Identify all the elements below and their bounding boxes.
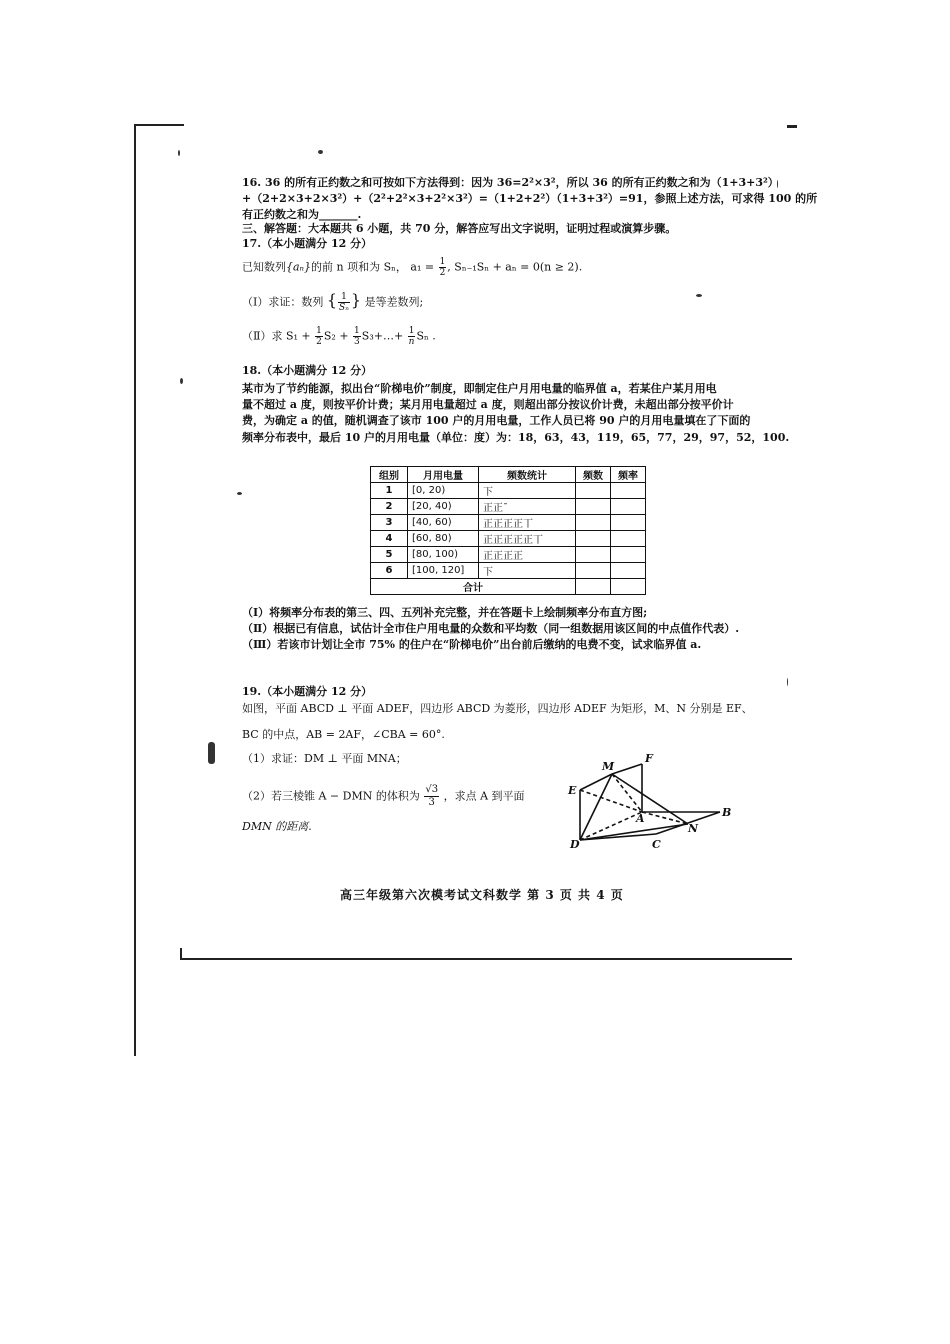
q17-stem	[242, 257, 582, 278]
q17-part2-prefix: （Ⅱ）求 S₁ +	[242, 329, 311, 343]
frequency-cell	[611, 483, 646, 499]
q19-volume-fraction	[424, 784, 439, 809]
page-footer: 高三年级第六次模考试文科数学 第 3 页 共 4 页	[340, 888, 624, 902]
scan-speck	[696, 294, 702, 297]
edge-DN	[580, 824, 688, 840]
scan-speck	[208, 742, 215, 764]
edge-EA	[580, 790, 642, 812]
q17-title: 17.（本小题满分 12 分）	[242, 237, 373, 250]
q19-stem-line-1: 如图，平面 ABCD ⊥ 平面 ADEF，四边形 ABCD 为菱形，四边形 ADEF 为矩形，M、N 分别是 EF、	[242, 702, 753, 715]
scan-top-left-line	[134, 124, 184, 126]
count-cell	[576, 499, 611, 515]
table-total-row	[371, 579, 646, 595]
table-header-cell: 月用电量	[408, 467, 479, 483]
edge-AN	[642, 812, 688, 824]
q18-paragraph-line-2: 量不超过 a 度，则按平价计费；某月用电量超过 a 度，则超出部分按议价计费，未超出部分按平价计	[242, 398, 734, 411]
q18-paragraph-line-1: 某市为了节约能源，拟出台“阶梯电价”制度，即制定住户月用电量的临界值 a，若某住户某月用电	[242, 382, 717, 395]
q17-half-den: 2	[439, 268, 446, 278]
q17-part2-f2-den: 3	[354, 337, 360, 347]
group-cell: 6	[371, 563, 408, 579]
geometry-figure	[560, 750, 740, 860]
frequency-cell	[611, 563, 646, 579]
frequency-table	[370, 466, 646, 595]
table-header-row	[371, 467, 646, 483]
label-D: D	[570, 838, 580, 851]
q17-part2-f2-num: 1	[354, 326, 360, 336]
group-cell: 4	[371, 531, 408, 547]
q19-part-1: （1）求证：DM ⊥ 平面 MNA；	[242, 752, 407, 765]
q17-stem-prefix: 已知数列	[242, 260, 286, 274]
q17-part2-mid-2: S₃+…+	[361, 329, 404, 343]
q17-part1-prefix: （Ⅰ）求证：数列	[242, 295, 324, 309]
label-C: C	[652, 838, 661, 851]
q18-part-1: （Ⅰ）将频率分布表的第三、四、五列补充完整，并在答题卡上绘制频率分布直方图;	[242, 606, 648, 619]
tally-cell: 下	[479, 483, 576, 499]
q17-part1-num: 1	[338, 292, 350, 303]
frequency-cell	[611, 531, 646, 547]
total-frequency-cell	[611, 579, 646, 595]
tally-cell: 正正正正丅	[479, 515, 576, 531]
q17-part1-den: Sₙ	[339, 303, 349, 313]
label-E: E	[568, 784, 577, 797]
q18-title: 18.（本小题满分 12 分）	[242, 364, 373, 377]
scan-bottom-line	[180, 958, 792, 960]
q17-part1-suffix: 是等差数列;	[364, 295, 424, 309]
q17-stem-seq: {aₙ}	[286, 260, 312, 274]
q17-part-2	[242, 326, 436, 347]
edge-MF	[612, 764, 642, 774]
q17-part2-frac-2	[353, 326, 361, 347]
group-cell: 5	[371, 547, 408, 563]
q19-part2-prefix: （2）若三棱锥 A − DMN 的体积为	[242, 789, 420, 803]
group-cell: 1	[371, 483, 408, 499]
q19-volume-num: √3	[425, 784, 439, 795]
q16-line-3: 有正约数之和为_______.	[242, 208, 362, 221]
q17-part1-fraction	[338, 292, 350, 313]
q18-paragraph-line-3: 费，为确定 a 的值，随机调查了该市 100 户的月用电量，工作人员已将 90 户的月用电量填在了下面的	[242, 414, 751, 427]
q19-stem-line-2: BC 的中点，AB = 2AF，∠CBA = 60°.	[242, 728, 445, 741]
tally-cell: 正正ˉ	[479, 499, 576, 515]
label-M: M	[602, 760, 615, 773]
q17-part2-f1-den: 2	[316, 337, 322, 347]
range-cell: [100, 120]	[408, 563, 479, 579]
q17-part2-mid-1: S₂ +	[323, 329, 349, 343]
label-F: F	[645, 752, 653, 765]
q18-part-3: （Ⅲ）若该市计划让全市 75% 的住户在“阶梯电价”出台前后缴纳的电费不变，试求临界值 a.	[242, 638, 702, 651]
tally-cell: 下	[479, 563, 576, 579]
q17-part2-f3-num: 1	[408, 326, 415, 336]
q17-stem-mid: 的前 n 项和为 Sₙ， a₁ =	[311, 260, 435, 274]
scan-speck	[787, 678, 788, 686]
group-cell: 3	[371, 515, 408, 531]
range-cell: [40, 60)	[408, 515, 479, 531]
q18-paragraph-line-4: 频率分布表中，最后 10 户的月用电量（单位：度）为：18，63，43，119，65，77，29，97，52，100.	[242, 431, 790, 444]
scan-speck	[318, 150, 323, 154]
q17-part1-rbrace: }	[350, 290, 362, 310]
q16-line-2: +（2+2×3+2×3²）+（2²+2²×3+2²×3²）=（1+2+2²）（1+3+3²）=91，参照上述方法，可求得 100 的所	[242, 192, 818, 205]
label-B: B	[722, 806, 732, 819]
table-header-cell: 频率	[611, 467, 646, 483]
scan-speck	[180, 378, 183, 384]
scan-top-right-mark	[787, 125, 797, 128]
edge-MN	[612, 774, 688, 824]
q17-part2-f3-den: n	[408, 337, 415, 347]
table-row	[371, 499, 646, 515]
scan-left-edge	[134, 126, 136, 1056]
count-cell	[576, 547, 611, 563]
tally-cell: 正正正正	[479, 547, 576, 563]
scan-speck	[237, 492, 242, 495]
total-label-cell: 合计	[371, 579, 576, 595]
table-row	[371, 515, 646, 531]
table-row	[371, 563, 646, 579]
table-row	[371, 483, 646, 499]
section-3-header: 三、解答题：大本题共 6 小题，共 70 分，解答应写出文字说明，证明过程或演算步骤。	[242, 222, 677, 235]
scan-bottom-tick	[180, 948, 182, 959]
group-cell: 2	[371, 499, 408, 515]
scan-speck	[178, 150, 180, 156]
edge-EM	[580, 774, 612, 790]
count-cell	[576, 483, 611, 499]
frequency-cell	[611, 547, 646, 563]
total-count-cell	[576, 579, 611, 595]
q19-part-2-line-2: DMN 的距离.	[242, 820, 312, 833]
q16-line-1: 16. 36 的所有正约数之和可按如下方法得到：因为 36=2²×3²，所以 36 的所有正约数之和为（1+3+3²）	[242, 176, 779, 189]
table-header-cell: 频数	[576, 467, 611, 483]
table-row	[371, 531, 646, 547]
q19-part2-suffix: ，求点 A 到平面	[443, 789, 525, 803]
frequency-cell	[611, 515, 646, 531]
q19-title: 19.（本小题满分 12 分）	[242, 685, 373, 698]
range-cell: [0, 20)	[408, 483, 479, 499]
q17-half-fraction	[439, 257, 447, 278]
frequency-cell	[611, 499, 646, 515]
tally-cell: 正正正正正丅	[479, 531, 576, 547]
q19-volume-den: 3	[428, 797, 435, 808]
table-row	[371, 547, 646, 563]
table-header-cell: 组别	[371, 467, 408, 483]
q17-part2-frac-1	[315, 326, 323, 347]
q19-part-2	[242, 784, 525, 809]
table-header-cell: 频数统计	[479, 467, 576, 483]
edge-DM	[580, 774, 612, 840]
count-cell	[576, 563, 611, 579]
range-cell: [20, 40)	[408, 499, 479, 515]
range-cell: [60, 80)	[408, 531, 479, 547]
q17-part-1	[242, 292, 423, 313]
q17-part1-lbrace: {	[326, 290, 338, 310]
q17-part2-suffix: Sₙ .	[416, 329, 436, 343]
q18-part-2: （Ⅱ）根据已有信息，试估计全市住户用电量的众数和平均数（同一组数据用该区间的中点值作代表）.	[242, 622, 740, 635]
q17-part2-f1-num: 1	[316, 326, 322, 336]
count-cell	[576, 515, 611, 531]
label-N: N	[688, 822, 699, 835]
label-A: A	[636, 812, 645, 825]
q17-stem-suffix: , Sₙ₋₁Sₙ + aₙ = 0(n ≥ 2).	[447, 260, 583, 274]
q17-part2-frac-3	[408, 326, 416, 347]
count-cell	[576, 531, 611, 547]
q17-half-num: 1	[439, 257, 446, 267]
range-cell: [80, 100)	[408, 547, 479, 563]
